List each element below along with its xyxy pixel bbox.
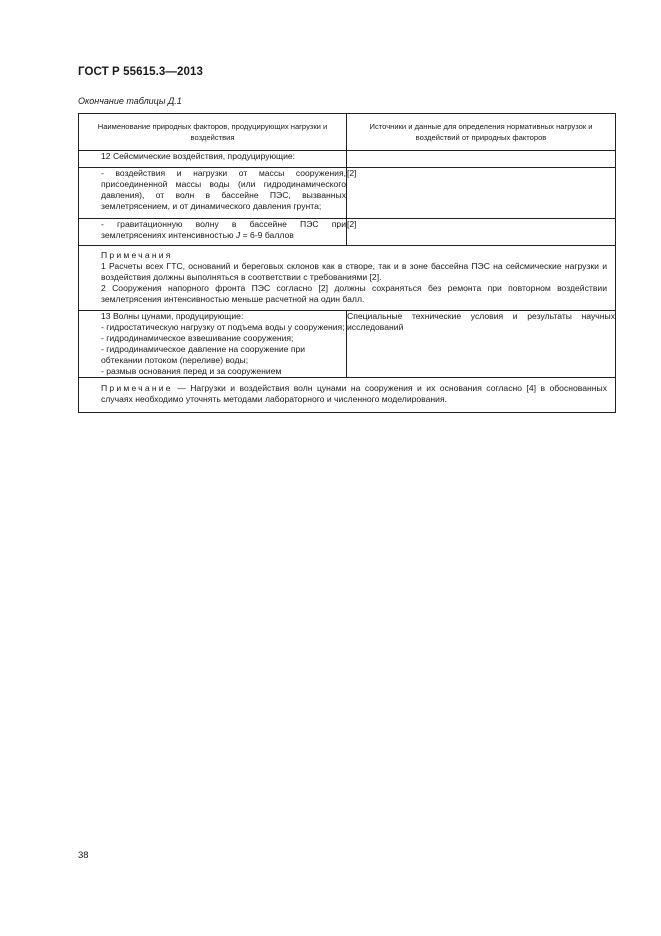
gravity-wave-source-cell: [2]: [347, 219, 616, 246]
table-row: [79, 168, 616, 219]
table-row: [79, 311, 616, 378]
header-factors: Наименование природных факторов, продуцирующих нагрузки и воздействия: [79, 114, 347, 151]
page-number: 38: [78, 850, 89, 861]
table-row: [79, 219, 616, 246]
note-item: 2 Сооружения напорного фронта ПЭС согласно [2] должны сохраняться без ремонта при повторном воздействии землетрясения интенсивностью меньше расчетной на один балл.: [101, 283, 607, 304]
tsunami-item: - размыв основания перед и за сооружением: [101, 366, 282, 376]
intensity-range: = 6-9 баллов: [240, 230, 294, 240]
seismic-heading-source-cell: [347, 151, 616, 168]
note-text: — Нагрузки и воздействия волн цунами на сооружения и их основания согласно [4] в обоснованных случаях необходимо уточнять методами лабораторного и численного моделирования.: [101, 383, 607, 404]
tsunami-item: - гидродинамическое взвешивание сооружения;: [101, 333, 294, 343]
notes-heading: Примечания: [101, 250, 173, 260]
seismic-heading-cell: 12 Сейсмические воздействия, продуцирующие:: [79, 151, 347, 168]
seismic-loads-factor-cell: - воздействия и нагрузки от массы сооружения, присоединенной массы воды (или гидродинамического давления), от волн в бассейне ПЭС, вызванных землетрясением, и от динамического давления грунта;: [79, 168, 347, 219]
intensity-variable: J: [235, 230, 241, 240]
seismic-loads-source-cell: [2]: [347, 168, 616, 219]
tsunami-item: - гидродинамическое давление на сооружение при обтекании потоком (переливе) воды;: [101, 344, 306, 365]
tsunami-heading: 13 Волны цунами, продуцирующие:: [101, 311, 244, 321]
table-row: [79, 151, 616, 168]
table-caption: Окончание таблицы Д.1: [78, 96, 182, 106]
note-item: 1 Расчеты всех ГТС, оснований и береговых склонов как в створе, так и в зоне бассейна ПЭС на сейсмические нагрузки и воздействия должны выполняться в соответствии с требованиями [2].: [101, 261, 607, 282]
tsunami-source-cell: Специальные технические условия и результаты научных исследований: [347, 311, 616, 378]
document-title: ГОСТ Р 55615.3—2013: [78, 66, 203, 78]
factors-table: [78, 113, 616, 413]
tsunami-item: - гидростатическую нагрузку от подъема воды у сооружения;: [101, 322, 345, 332]
seismic-notes-cell: [79, 246, 616, 311]
table-row: [79, 246, 616, 311]
table-header-row: [79, 114, 616, 151]
header-sources: Источники и данные для определения нормативных нагрузок и воздействий от природных факторов: [347, 114, 616, 151]
gravity-wave-text: - гравитационную волну в бассейне ПЭС при землетрясениях интенсивностью: [101, 219, 346, 240]
tsunami-factor-cell: [79, 311, 347, 378]
table-row: [79, 378, 616, 413]
note-heading: Примечание: [101, 383, 173, 393]
gravity-wave-factor-cell: [79, 219, 347, 246]
tsunami-note-cell: [79, 378, 616, 413]
